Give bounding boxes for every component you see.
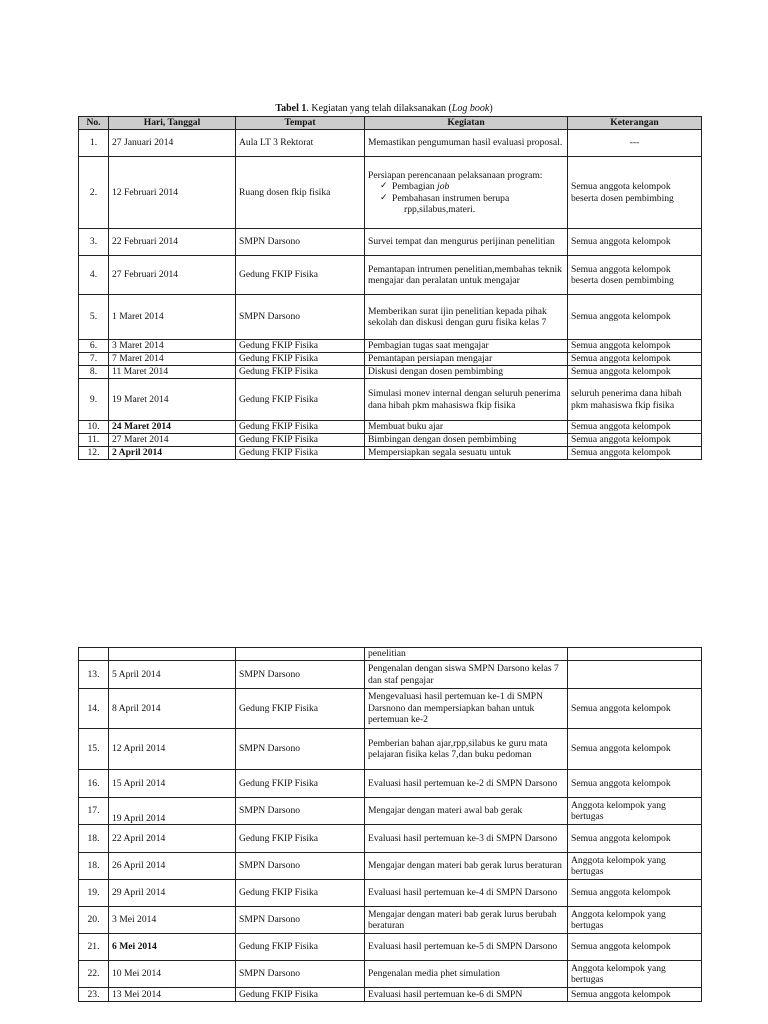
row-date: 12 April 2014 bbox=[109, 729, 236, 770]
row-activity: Mengajar dengan materi bab gerak lurus berubah beraturan bbox=[365, 907, 568, 934]
row-date: 29 April 2014 bbox=[109, 880, 236, 907]
row-place: SMPN Darsono bbox=[236, 295, 365, 340]
table-row bbox=[79, 434, 702, 447]
row-note: Semua anggota kelompok bbox=[568, 229, 702, 256]
row-no: 7. bbox=[79, 353, 109, 366]
row-place: SMPN Darsono bbox=[236, 853, 365, 880]
row-activity: Evaluasi hasil pertemuan ke-2 di SMPN Darsono bbox=[365, 770, 568, 798]
row-activity: Pemberian bahan ajar,rpp,silabus ke guru mata pelajaran fisika kelas 7,dan buku pedoman bbox=[365, 729, 568, 770]
row-activity: Pembagian tugas saat mengajar bbox=[365, 340, 568, 353]
row-note: Semua anggota kelompok bbox=[568, 770, 702, 798]
table-row bbox=[79, 770, 702, 798]
row-note: seluruh penerima dana hibah pkm mahasiswa fkip fisika bbox=[568, 379, 702, 421]
row-no: 14. bbox=[79, 689, 109, 729]
row-no: 1. bbox=[79, 130, 109, 157]
row-place: Gedung FKIP Fisika bbox=[236, 434, 365, 447]
row-activity bbox=[365, 157, 568, 229]
caption-close: ) bbox=[489, 103, 493, 114]
row-note: Anggota kelompok yang bertugas bbox=[568, 907, 702, 934]
row-no: 21. bbox=[79, 934, 109, 961]
row-place: SMPN Darsono bbox=[236, 729, 365, 770]
caption-italic: Log book bbox=[451, 103, 490, 114]
table-row bbox=[79, 130, 702, 157]
row-note: Anggota kelompok yang bertugas bbox=[568, 798, 702, 825]
row-activity: Mengajar dengan materi bab gerak lurus beraturan bbox=[365, 853, 568, 880]
table-row bbox=[79, 157, 702, 229]
row-note: Semua anggota kelompok beserta dosen pembimbing bbox=[568, 157, 702, 229]
row-no: 12. bbox=[79, 447, 109, 460]
row-activity: Survei tempat dan mengurus perijinan penelitian bbox=[365, 229, 568, 256]
row-activity: Evaluasi hasil pertemuan ke-3 di SMPN Darsono bbox=[365, 825, 568, 853]
row-date bbox=[109, 648, 236, 661]
header-place: Tempat bbox=[236, 117, 365, 130]
row-place: Gedung FKIP Fisika bbox=[236, 934, 365, 961]
row-date: 1 Maret 2014 bbox=[109, 295, 236, 340]
row-date: 10 Mei 2014 bbox=[109, 961, 236, 988]
row-activity: Pemantapan intrumen penelitian,membahas teknik mengajar dan peralatan untuk mengajar bbox=[365, 256, 568, 295]
caption-label: Tabel 1 bbox=[275, 103, 307, 114]
row-activity: Simulasi monev internal dengan seluruh penerima dana hibah pkm mahasiswa fkip fisika bbox=[365, 379, 568, 421]
row-note: Semua anggota kelompok bbox=[568, 988, 702, 1002]
row-note: Anggota kelompok yang bertugas bbox=[568, 961, 702, 988]
row-no: 18. bbox=[79, 825, 109, 853]
row-place: Gedung FKIP Fisika bbox=[236, 366, 365, 379]
row-note: Semua anggota kelompok beserta dosen pembimbing bbox=[568, 256, 702, 295]
row-date: 22 April 2014 bbox=[109, 825, 236, 853]
row-place: Gedung FKIP Fisika bbox=[236, 256, 365, 295]
table-row bbox=[79, 689, 702, 729]
row-activity: penelitian bbox=[365, 648, 568, 661]
header-activity: Kegiatan bbox=[365, 117, 568, 130]
row-note: Semua anggota kelompok bbox=[568, 434, 702, 447]
row-no: 22. bbox=[79, 961, 109, 988]
row-place: Gedung FKIP Fisika bbox=[236, 353, 365, 366]
row-no: 15. bbox=[79, 729, 109, 770]
row-note: Semua anggota kelompok bbox=[568, 295, 702, 340]
row-place: Gedung FKIP Fisika bbox=[236, 447, 365, 460]
row-no: 9. bbox=[79, 379, 109, 421]
header-no: No. bbox=[79, 117, 109, 130]
table-caption bbox=[0, 103, 768, 115]
log-table-part-2 bbox=[78, 647, 702, 1002]
header-date: Hari, Tanggal bbox=[109, 117, 236, 130]
activity-intro: Persiapan perencanaan pelaksanaan program: bbox=[368, 169, 543, 181]
row-note: Semua anggota kelompok bbox=[568, 340, 702, 353]
row-date: 6 Mei 2014 bbox=[109, 934, 236, 961]
row-no: 19. bbox=[79, 880, 109, 907]
row-note: Anggota kelompok yang bertugas bbox=[568, 853, 702, 880]
checklist-item-italic: job bbox=[437, 181, 450, 192]
row-no bbox=[79, 648, 109, 661]
row-date: 8 April 2014 bbox=[109, 689, 236, 729]
row-no: 10. bbox=[79, 421, 109, 434]
row-date: 13 Mei 2014 bbox=[109, 988, 236, 1002]
row-no: 6. bbox=[79, 340, 109, 353]
row-note: --- bbox=[568, 130, 702, 157]
table-row bbox=[79, 961, 702, 988]
row-activity: Pengenalan media phet simulation bbox=[365, 961, 568, 988]
row-date: 19 April 2014 bbox=[109, 798, 236, 825]
row-no: 3. bbox=[79, 229, 109, 256]
row-activity: Mempersiapkan segala sesuatu untuk bbox=[365, 447, 568, 460]
checklist-item-continuation: rpp,silabus,materi. bbox=[404, 204, 476, 215]
checklist-item bbox=[380, 181, 564, 193]
row-no: 8. bbox=[79, 366, 109, 379]
table-row bbox=[79, 421, 702, 434]
row-no: 17. bbox=[79, 798, 109, 825]
checklist-item-text: Pembagian bbox=[392, 181, 438, 192]
row-no: 13. bbox=[79, 661, 109, 689]
row-date: 22 Februari 2014 bbox=[109, 229, 236, 256]
row-date: 27 Maret 2014 bbox=[109, 434, 236, 447]
row-activity: Memberikan surat ijin penelitian kepada pihak sekolah dan diskusi dengan guru fisika kelas 7 bbox=[365, 295, 568, 340]
row-date: 5 April 2014 bbox=[109, 661, 236, 689]
row-place: SMPN Darsono bbox=[236, 798, 365, 825]
row-date: 3 Mei 2014 bbox=[109, 907, 236, 934]
row-date: 12 Februari 2014 bbox=[109, 157, 236, 229]
row-place: SMPN Darsono bbox=[236, 961, 365, 988]
row-no: 5. bbox=[79, 295, 109, 340]
row-activity: Evaluasi hasil pertemuan ke-5 di SMPN Darsono bbox=[365, 934, 568, 961]
log-table-part-1 bbox=[78, 116, 702, 460]
row-place: SMPN Darsono bbox=[236, 907, 365, 934]
table-row bbox=[79, 798, 702, 825]
activity-checklist bbox=[368, 181, 564, 216]
row-place: Aula LT 3 Rektorat bbox=[236, 130, 365, 157]
row-activity: Pengenalan dengan siswa SMPN Darsono kelas 7 dan staf pengajar bbox=[365, 661, 568, 689]
caption-text: . Kegiatan yang telah dilaksanakan ( bbox=[306, 103, 452, 114]
row-no: 11. bbox=[79, 434, 109, 447]
row-activity: Pemantapan persiapan mengajar bbox=[365, 353, 568, 366]
row-no: 23. bbox=[79, 988, 109, 1002]
row-place: Gedung FKIP Fisika bbox=[236, 689, 365, 729]
row-date: 26 April 2014 bbox=[109, 853, 236, 880]
table-row bbox=[79, 256, 702, 295]
row-place: Gedung FKIP Fisika bbox=[236, 770, 365, 798]
row-date: 3 Maret 2014 bbox=[109, 340, 236, 353]
row-note: Semua anggota kelompok bbox=[568, 729, 702, 770]
checklist-item: ✓ Pembahasan instrumen berupa bbox=[380, 193, 564, 205]
row-date: 11 Maret 2014 bbox=[109, 366, 236, 379]
row-place: Gedung FKIP Fisika bbox=[236, 825, 365, 853]
row-date: 7 Maret 2014 bbox=[109, 353, 236, 366]
row-no: 4. bbox=[79, 256, 109, 295]
table-row bbox=[79, 379, 702, 421]
row-place: SMPN Darsono bbox=[236, 229, 365, 256]
table-row bbox=[79, 880, 702, 907]
row-note: Semua anggota kelompok bbox=[568, 353, 702, 366]
row-place: Ruang dosen fkip fisika bbox=[236, 157, 365, 229]
table-row bbox=[79, 729, 702, 770]
row-note: Semua anggota kelompok bbox=[568, 366, 702, 379]
row-date: 27 Januari 2014 bbox=[109, 130, 236, 157]
table-row bbox=[79, 229, 702, 256]
table-row bbox=[79, 353, 702, 366]
row-place: Gedung FKIP Fisika bbox=[236, 340, 365, 353]
row-no: 16. bbox=[79, 770, 109, 798]
row-activity: Evaluasi hasil pertemuan ke-4 di SMPN Darsono bbox=[365, 880, 568, 907]
row-note: Semua anggota kelompok bbox=[568, 447, 702, 460]
row-activity: Memastikan pengumuman hasil evaluasi proposal. bbox=[365, 130, 568, 157]
row-place bbox=[236, 648, 365, 661]
row-date: 24 Maret 2014 bbox=[109, 421, 236, 434]
row-place: Gedung FKIP Fisika bbox=[236, 379, 365, 421]
row-place: SMPN Darsono bbox=[236, 661, 365, 689]
row-activity: Mengevaluasi hasil pertemuan ke-1 di SMPN Darsnono dan mempersiapkan bahan untuk pertemuan ke-2 bbox=[365, 689, 568, 729]
table-row bbox=[79, 853, 702, 880]
table-row bbox=[79, 366, 702, 379]
row-no: 20. bbox=[79, 907, 109, 934]
row-note: Semua anggota kelompok bbox=[568, 421, 702, 434]
table-row bbox=[79, 825, 702, 853]
row-note: Semua anggota kelompok bbox=[568, 689, 702, 729]
table-header-row bbox=[79, 117, 702, 130]
row-activity: Bimbingan dengan dosen pembimbing bbox=[365, 434, 568, 447]
table-row bbox=[79, 447, 702, 460]
row-date: 27 Februari 2014 bbox=[109, 256, 236, 295]
row-place: Gedung FKIP Fisika bbox=[236, 421, 365, 434]
table-row bbox=[79, 661, 702, 689]
row-no: 18. bbox=[79, 853, 109, 880]
table-row bbox=[79, 934, 702, 961]
table-row bbox=[79, 907, 702, 934]
table-row bbox=[79, 648, 702, 661]
row-place: Gedung FKIP Fisika bbox=[236, 880, 365, 907]
row-date: 2 April 2014 bbox=[109, 447, 236, 460]
row-activity: Diskusi dengan dosen pembimbing bbox=[365, 366, 568, 379]
header-note: Keterangan bbox=[568, 117, 702, 130]
row-date: 19 Maret 2014 bbox=[109, 379, 236, 421]
row-note bbox=[568, 648, 702, 661]
row-activity: Mengajar dengan materi awal bab gerak bbox=[365, 798, 568, 825]
row-note: Semua anggota kelompok bbox=[568, 880, 702, 907]
row-note: Semua anggota kelompok bbox=[568, 825, 702, 853]
row-date: 15 April 2014 bbox=[109, 770, 236, 798]
row-place: Gedung FKIP Fisika bbox=[236, 988, 365, 1002]
row-activity: Membuat buku ajar bbox=[365, 421, 568, 434]
row-note: Semua anggota kelompok bbox=[568, 934, 702, 961]
row-note bbox=[568, 661, 702, 689]
row-no: 2. bbox=[79, 157, 109, 229]
row-activity: Evaluasi hasil pertemuan ke-6 di SMPN bbox=[365, 988, 568, 1002]
table-row bbox=[79, 340, 702, 353]
table-row bbox=[79, 988, 702, 1002]
table-row bbox=[79, 295, 702, 340]
